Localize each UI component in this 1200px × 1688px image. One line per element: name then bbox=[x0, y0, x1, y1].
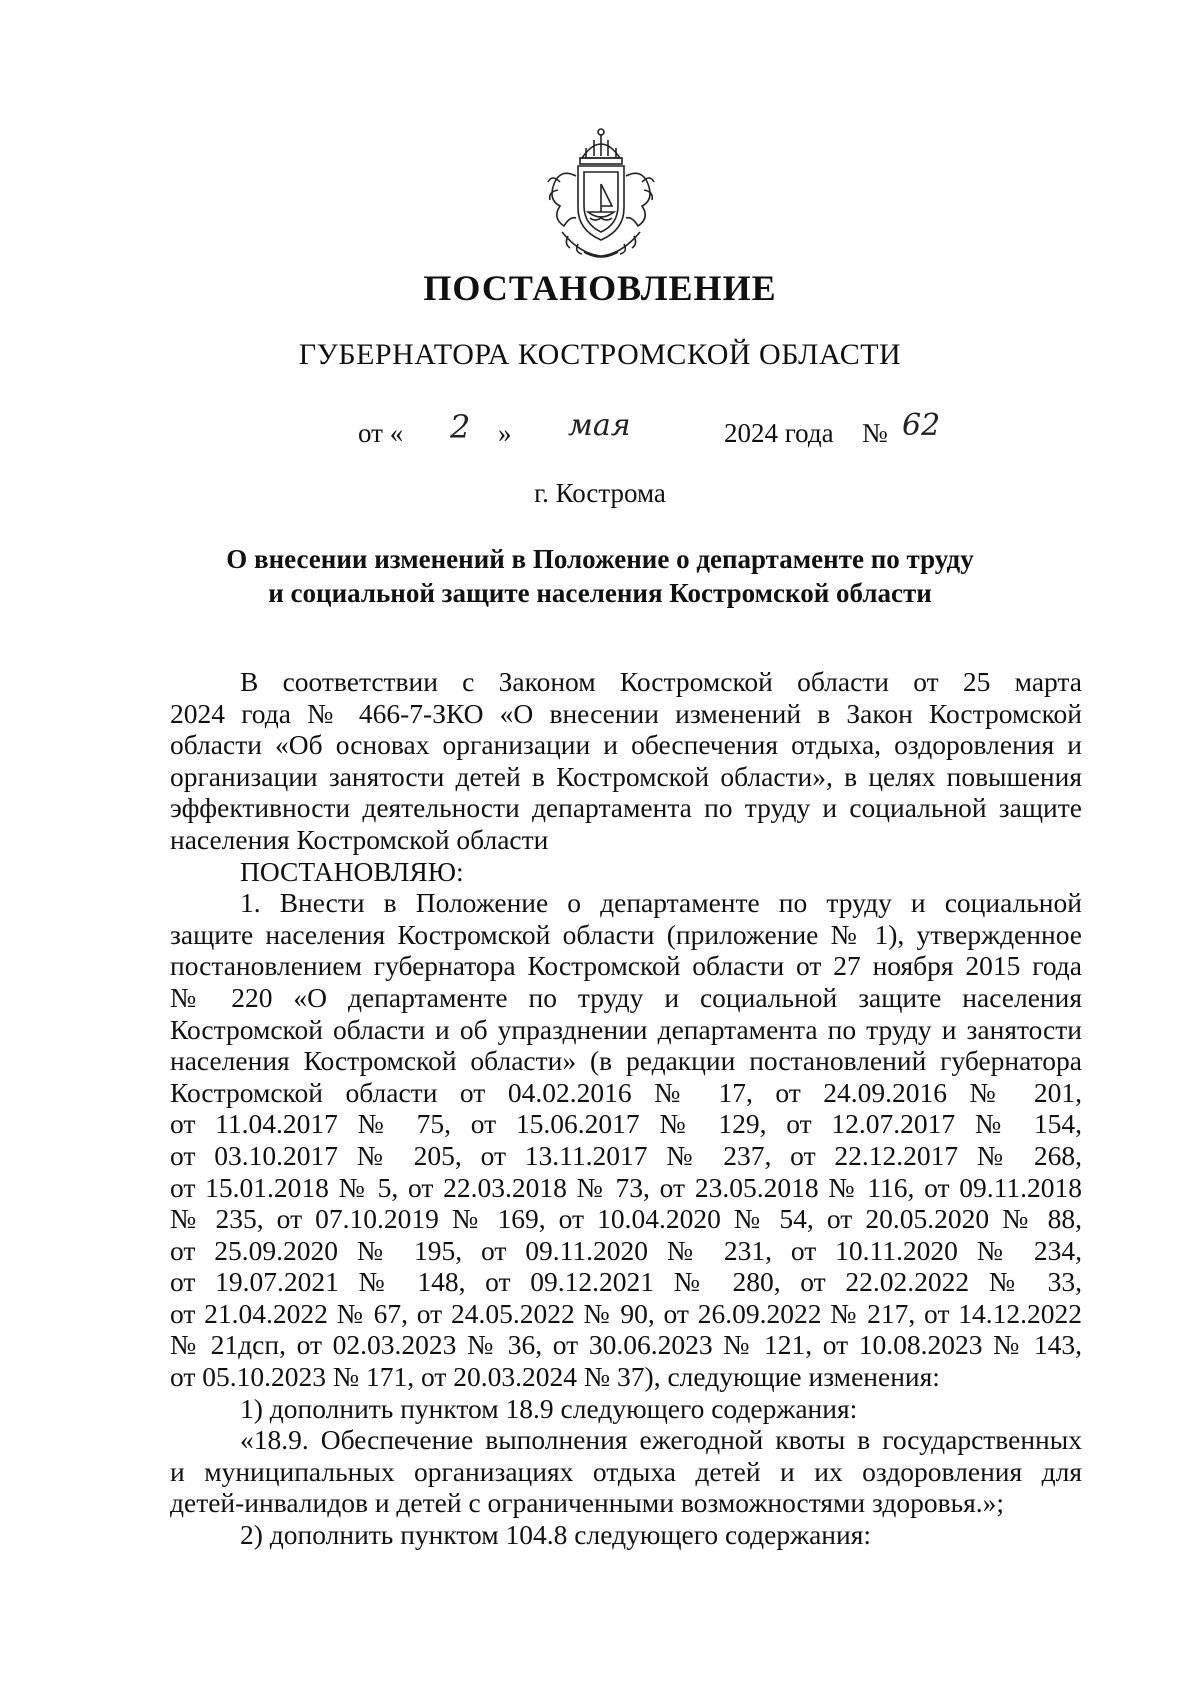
date-day-handwritten: 2 bbox=[450, 408, 471, 446]
body-line: от 25.09.2020 № 195, от 09.11.2020 № 231, от 10.11.2020 № 234, bbox=[170, 1234, 1082, 1266]
date-close-quote: » bbox=[498, 418, 512, 448]
date-line bbox=[0, 410, 1200, 454]
body-line: населения Костромской области bbox=[170, 823, 549, 855]
body-line: постановлением губернатора Костромской области от 27 ноября 2015 года bbox=[170, 950, 1082, 982]
body-line: от 05.10.2023 № 171, от 20.03.2024 № 37), следующие изменения: bbox=[170, 1361, 940, 1393]
document-body bbox=[170, 666, 1082, 1551]
body-line: № 235, от 07.10.2019 № 169, от 10.04.2020 № 54, от 20.05.2020 № 88, bbox=[170, 1203, 1082, 1235]
document-issuer: ГУБЕРНАТОРА КОСТРОМСКОЙ ОБЛАСТИ bbox=[298, 338, 902, 371]
body-line-postanovlyayu: ПОСТАНОВЛЯЮ: bbox=[240, 855, 464, 887]
body-line: от 03.10.2017 № 205, от 13.11.2017 № 237, от 22.12.2017 № 268, bbox=[170, 1139, 1082, 1171]
body-line: № 220 «О департаменте по труду и социальной защите населения bbox=[170, 981, 1082, 1013]
coat-of-arms-icon bbox=[540, 126, 662, 264]
body-line: области «Об основах организации и обеспечения отдыха, оздоровления и bbox=[170, 729, 1082, 761]
body-line: населения Костромской области» (в редакции постановлений губернатора bbox=[170, 1045, 1082, 1077]
subject-line: О внесении изменений в Положение о департаменте по труду bbox=[226, 544, 974, 574]
body-line: В соответствии с Законом Костромской области от 25 марта bbox=[240, 666, 1082, 697]
document-subject bbox=[180, 542, 1020, 610]
body-line: детей-инвалидов и детей с ограниченными возможностями здоровья.»; bbox=[170, 1487, 1005, 1519]
body-line: 2) дополнить пунктом 104.8 следующего содержания: bbox=[240, 1519, 872, 1551]
body-line: Костромской области и об упразднении департамента по труду и занятости bbox=[170, 1013, 1082, 1045]
date-prefix: от « bbox=[358, 418, 404, 448]
body-line: организации занятости детей в Костромской области», в целях повышения bbox=[170, 760, 1082, 792]
body-line: 1. Внести в Положение о департаменте по труду и социальной bbox=[240, 887, 1082, 919]
body-line: 1) дополнить пунктом 18.9 следующего содержания: bbox=[240, 1392, 858, 1424]
body-line: и муниципальных организациях отдыха детей и их оздоровления для bbox=[170, 1455, 1082, 1487]
body-line: Костромской области от 04.02.2016 № 17, от 24.09.2016 № 201, bbox=[170, 1076, 1082, 1108]
document-number-handwritten: 62 bbox=[902, 408, 941, 443]
body-line: от 11.04.2017 № 75, от 15.06.2017 № 129, от 12.07.2017 № 154, bbox=[170, 1108, 1082, 1140]
body-line: от 19.07.2021 № 148, от 09.12.2021 № 280, от 22.02.2022 № 33, bbox=[170, 1266, 1082, 1298]
body-line: № 21дсп, от 02.03.2023 № 36, от 30.06.2023 № 121, от 10.08.2023 № 143, bbox=[170, 1329, 1082, 1361]
subject-line: и социальной защите населения Костромской области bbox=[268, 578, 932, 608]
body-line: от 21.04.2022 № 67, от 24.05.2022 № 90, от 26.09.2022 № 217, от 14.12.2022 bbox=[170, 1297, 1082, 1329]
body-line: эффективности деятельности департамента по труду и социальной защите bbox=[170, 792, 1082, 824]
body-line: защите населения Костромской области (приложение № 1), утвержденное bbox=[170, 918, 1082, 950]
body-line: от 15.01.2018 № 5, от 22.03.2018 № 73, от 23.05.2018 № 116, от 09.11.2018 bbox=[170, 1171, 1082, 1203]
date-month-handwritten: мая bbox=[568, 408, 631, 443]
date-year: 2024 года bbox=[724, 418, 834, 448]
body-line: «18.9. Обеспечение выполнения ежегодной квоты в государственных bbox=[240, 1424, 1082, 1456]
city: г. Кострома bbox=[534, 478, 666, 508]
document-title: ПОСТАНОВЛЕНИЕ bbox=[423, 268, 777, 308]
number-sign: № bbox=[862, 418, 888, 448]
body-line: 2024 года № 466-7-ЗКО «О внесении изменений в Закон Костромской bbox=[170, 697, 1082, 729]
